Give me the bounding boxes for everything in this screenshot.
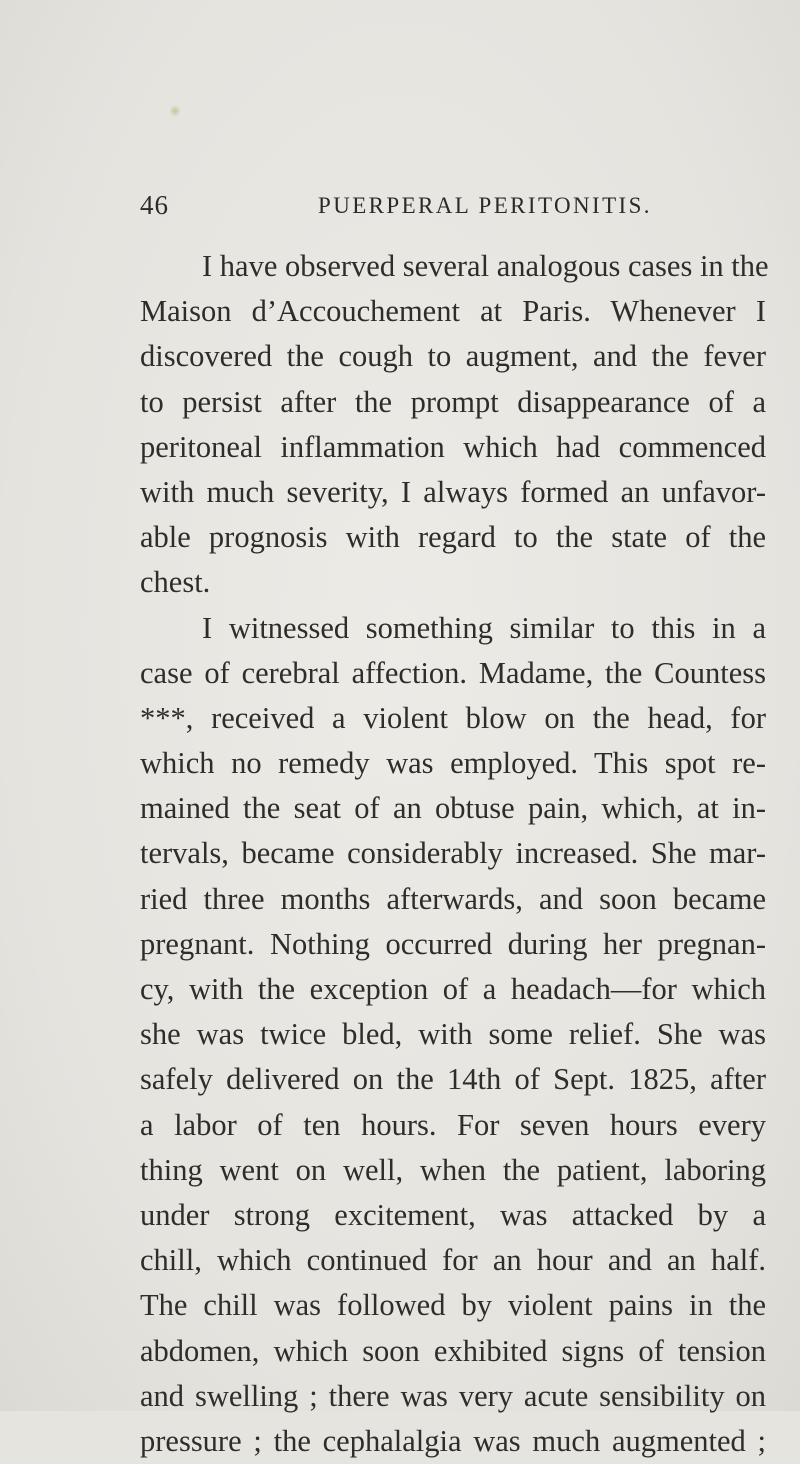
page-header [140, 190, 760, 230]
paragraph-1 [140, 244, 766, 606]
text-line: chill, which continued for an hour and an half. [140, 1238, 766, 1283]
text-line: chest. [140, 560, 766, 605]
text-line: discovered the cough to augment, and the fever [140, 334, 766, 379]
page-number: 46 [140, 190, 169, 221]
text-line: tervals, became considerably increased. She mar- [140, 831, 766, 876]
text-line: to persist after the prompt disappearance of a [140, 380, 766, 425]
text-line: thing went on well, when the patient, laboring [140, 1148, 766, 1193]
text-line: under strong excitement, was attacked by a [140, 1193, 766, 1238]
text-line: abdomen, which soon exhibited signs of tension [140, 1329, 766, 1374]
text-line: able prognosis with regard to the state of the [140, 515, 766, 560]
text-line: case of cerebral affection. Madame, the Countess [140, 651, 766, 696]
text-line: I have observed several analogous cases in the [140, 244, 766, 289]
text-line: cy, with the exception of a headach—for which [140, 967, 766, 1012]
text-line: a labor of ten hours. For seven hours every [140, 1103, 766, 1148]
text-line: I witnessed something similar to this in a [140, 606, 766, 651]
text-line: which no remedy was employed. This spot re- [140, 741, 766, 786]
text-line: ***, received a violent blow on the head, for [140, 696, 766, 741]
body-text [140, 244, 766, 1464]
paragraph-2 [140, 606, 766, 1464]
text-line: pregnant. Nothing occurred during her pregnan- [140, 922, 766, 967]
running-head: PUERPERAL PERITONITIS. [318, 193, 652, 219]
text-line: she was twice bled, with some relief. She was [140, 1012, 766, 1057]
text-line: with much severity, I always formed an unfavor- [140, 470, 766, 515]
text-line: ried three months afterwards, and soon became [140, 877, 766, 922]
text-line: peritoneal inflammation which had commenced [140, 425, 766, 470]
paper-stain [170, 104, 180, 118]
text-line: safely delivered on the 14th of Sept. 1825, after [140, 1057, 766, 1102]
text-line: mained the seat of an obtuse pain, which, at in- [140, 786, 766, 831]
text-line: pressure ; the cephalalgia was much augmented ; [140, 1419, 766, 1464]
text-line: and swelling ; there was very acute sensibility on [140, 1374, 766, 1419]
text-line: Maison d’Accouchement at Paris. Whenever I [140, 289, 766, 334]
text-line: The chill was followed by violent pains in the [140, 1283, 766, 1328]
